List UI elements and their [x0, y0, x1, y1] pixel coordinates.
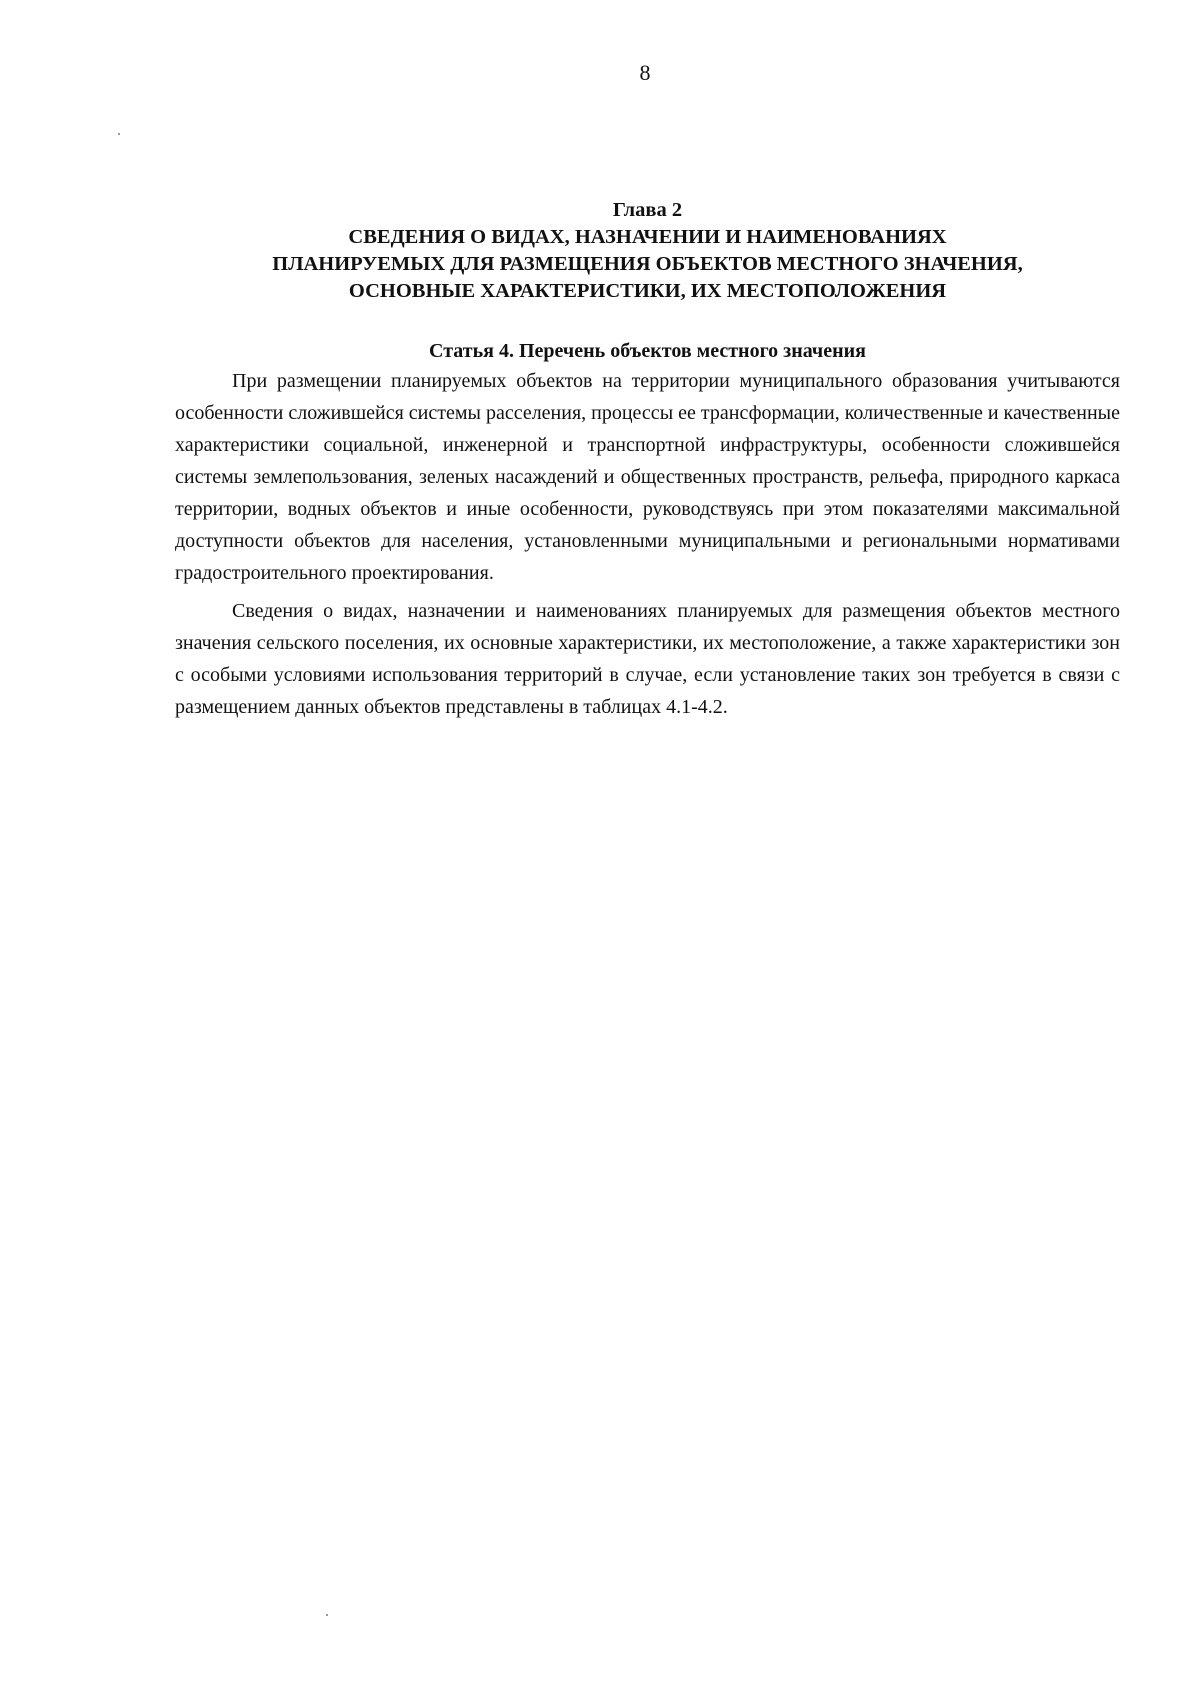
chapter-title-line: ОСНОВНЫЕ ХАРАКТЕРИСТИКИ, ИХ МЕСТОПОЛОЖЕНИЯ [348, 280, 947, 302]
chapter-title-line: СВЕДЕНИЯ О ВИДАХ, НАЗНАЧЕНИИ И НАИМЕНОВАНИЯХ [348, 226, 947, 248]
scan-speck [118, 133, 120, 135]
scan-speck [326, 1614, 328, 1616]
chapter-title-line: ПЛАНИРУЕМЫХ ДЛЯ РАЗМЕЩЕНИЯ ОБЪЕКТОВ МЕСТНОГО ЗНАЧЕНИЯ, [272, 253, 1023, 275]
page-number: 8 [639, 60, 651, 85]
chapter-heading [175, 197, 1120, 305]
chapter-label: Глава 2 [612, 199, 683, 221]
body-paragraph: Сведения о видах, назначении и наименованиях планируемых для размещения объектов местного значения сельского поселения, их основные характеристики, их местоположение, а также характеристики зон с особыми условиями использования территорий в случае, если установление таких зон требуется в связи с размещением данных объектов представлены в таблицах 4.1-4.2. [175, 600, 1120, 718]
article-body [175, 365, 1120, 729]
body-paragraph: При размещении планируемых объектов на территории муниципального образования учитываются особенности сложившейся системы расселения, процессы ее трансформации, количественные и качественные характеристики социальной, инженерной и транспортной инфраструктуры, особенности сложившейся системы землепользования, зеленых насаждений и общественных пространств, рельефа, природного каркаса территории, водных объектов и иные особенности, руководствуясь при этом показателями максимальной доступности объектов для населения, установленными муниципальными и региональными нормативами градостроительного проектирования. [175, 370, 1120, 584]
article-title: Статья 4. Перечень объектов местного значения [429, 340, 866, 362]
